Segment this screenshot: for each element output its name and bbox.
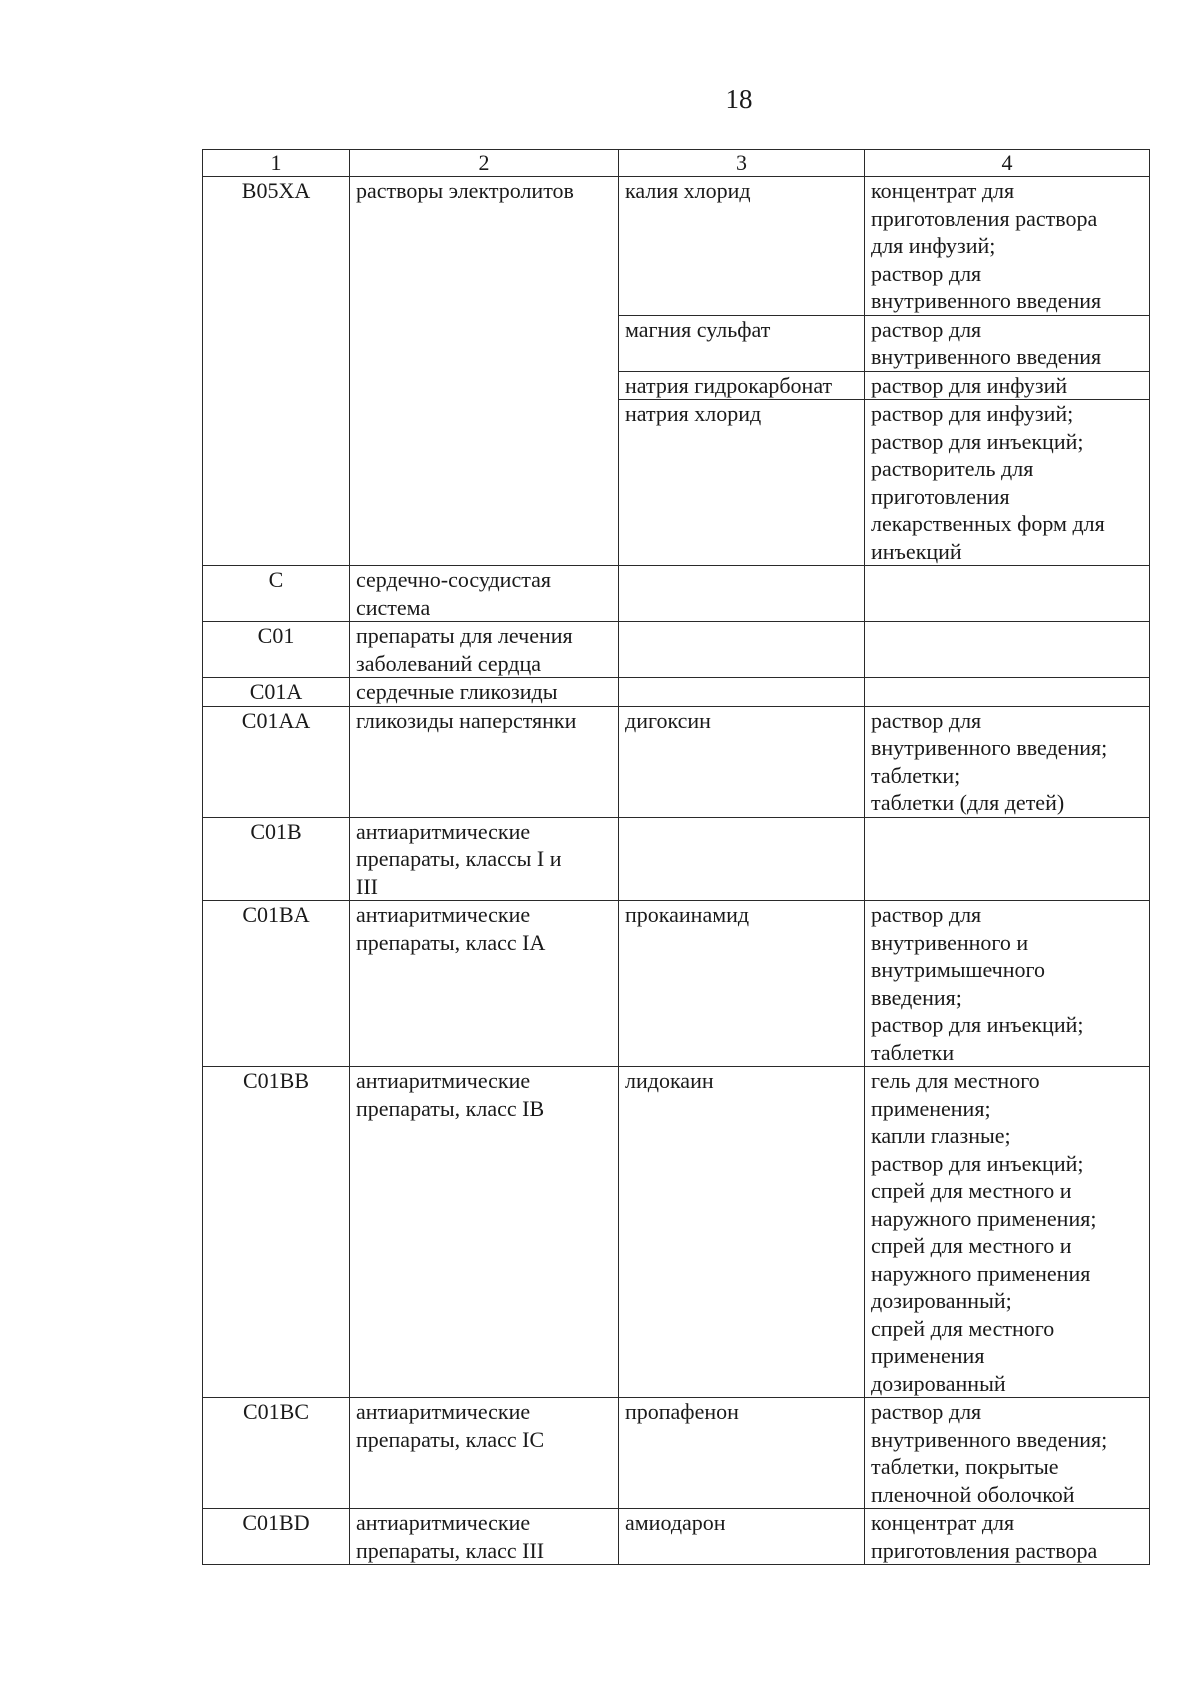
- pharmacological-group-cell: антиаритмические препараты, класс III: [350, 1509, 619, 1565]
- table-row: [203, 706, 1150, 817]
- column-header-1: 1: [203, 150, 350, 177]
- dosage-form-cell: раствор для внутривенного введения; таблетки; таблетки (для детей): [865, 706, 1150, 817]
- dosage-form-cell: раствор для инфузий; раствор для инъекций; растворитель для приготовления лекарственных форм для инъекций: [865, 400, 1150, 566]
- drug-name-cell: калия хлорид: [619, 177, 865, 316]
- drug-name-cell: натрия гидрокарбонат: [619, 371, 865, 400]
- atc-code-cell: C: [203, 566, 350, 622]
- pharmacological-group-cell: препараты для лечения заболеваний сердца: [350, 622, 619, 678]
- drug-name-cell: [619, 678, 865, 707]
- drug-table: [202, 149, 1150, 1565]
- pharmacological-group-cell: антиаритмические препараты, класс IC: [350, 1398, 619, 1509]
- drug-name-cell: амиодарон: [619, 1509, 865, 1565]
- column-header-4: 4: [865, 150, 1150, 177]
- drug-name-cell: прокаинамид: [619, 901, 865, 1067]
- atc-code-cell: C01BD: [203, 1509, 350, 1565]
- atc-code-cell: C01: [203, 622, 350, 678]
- dosage-form-cell: гель для местного применения; капли глазные; раствор для инъекций; спрей для местного и наружного применения; спрей для местного и наружного применения дозированный; спрей для местного применения дозированный: [865, 1067, 1150, 1398]
- atc-code-cell: C01BB: [203, 1067, 350, 1398]
- table-row: [203, 177, 1150, 316]
- table-row: [203, 622, 1150, 678]
- drug-name-cell: [619, 817, 865, 901]
- dosage-form-cell: [865, 622, 1150, 678]
- dosage-form-cell: раствор для внутривенного и внутримышечного введения; раствор для инъекций; таблетки: [865, 901, 1150, 1067]
- column-header-2: 2: [350, 150, 619, 177]
- atc-code-cell: B05XA: [203, 177, 350, 566]
- pharmacological-group-cell: гликозиды наперстянки: [350, 706, 619, 817]
- dosage-form-cell: [865, 678, 1150, 707]
- dosage-form-cell: раствор для внутривенного введения; таблетки, покрытые пленочной оболочкой: [865, 1398, 1150, 1509]
- drug-name-cell: магния сульфат: [619, 315, 865, 371]
- table-row: [203, 566, 1150, 622]
- pharmacological-group-cell: антиаритмические препараты, классы I и III: [350, 817, 619, 901]
- pharmacological-group-cell: антиаритмические препараты, класс IA: [350, 901, 619, 1067]
- pharmacological-group-cell: сердечно-сосудистая система: [350, 566, 619, 622]
- table-row: [203, 678, 1150, 707]
- table-row: [203, 901, 1150, 1067]
- table-header-row: [203, 150, 1150, 177]
- dosage-form-cell: раствор для внутривенного введения: [865, 315, 1150, 371]
- atc-code-cell: C01BA: [203, 901, 350, 1067]
- dosage-form-cell: [865, 566, 1150, 622]
- dosage-form-cell: концентрат для приготовления раствора для инфузий; раствор для внутривенного введения: [865, 177, 1150, 316]
- pharmacological-group-cell: растворы электролитов: [350, 177, 619, 566]
- drug-name-cell: лидокаин: [619, 1067, 865, 1398]
- table-row: [203, 1398, 1150, 1509]
- page-number-text: 18: [725, 84, 753, 114]
- atc-code-cell: C01B: [203, 817, 350, 901]
- dosage-form-cell: [865, 817, 1150, 901]
- table-row: [203, 817, 1150, 901]
- atc-code-cell: C01BC: [203, 1398, 350, 1509]
- table-row: [203, 1509, 1150, 1565]
- drug-name-cell: дигоксин: [619, 706, 865, 817]
- dosage-form-cell: концентрат для приготовления раствора: [865, 1509, 1150, 1565]
- atc-code-cell: C01A: [203, 678, 350, 707]
- drug-name-cell: [619, 622, 865, 678]
- column-header-3: 3: [619, 150, 865, 177]
- pharmacological-group-cell: антиаритмические препараты, класс IB: [350, 1067, 619, 1398]
- drug-name-cell: пропафенон: [619, 1398, 865, 1509]
- pharmacological-group-cell: сердечные гликозиды: [350, 678, 619, 707]
- drug-name-cell: натрия хлорид: [619, 400, 865, 566]
- table-row: [203, 1067, 1150, 1398]
- dosage-form-cell: раствор для инфузий: [865, 371, 1150, 400]
- atc-code-cell: C01AA: [203, 706, 350, 817]
- drug-name-cell: [619, 566, 865, 622]
